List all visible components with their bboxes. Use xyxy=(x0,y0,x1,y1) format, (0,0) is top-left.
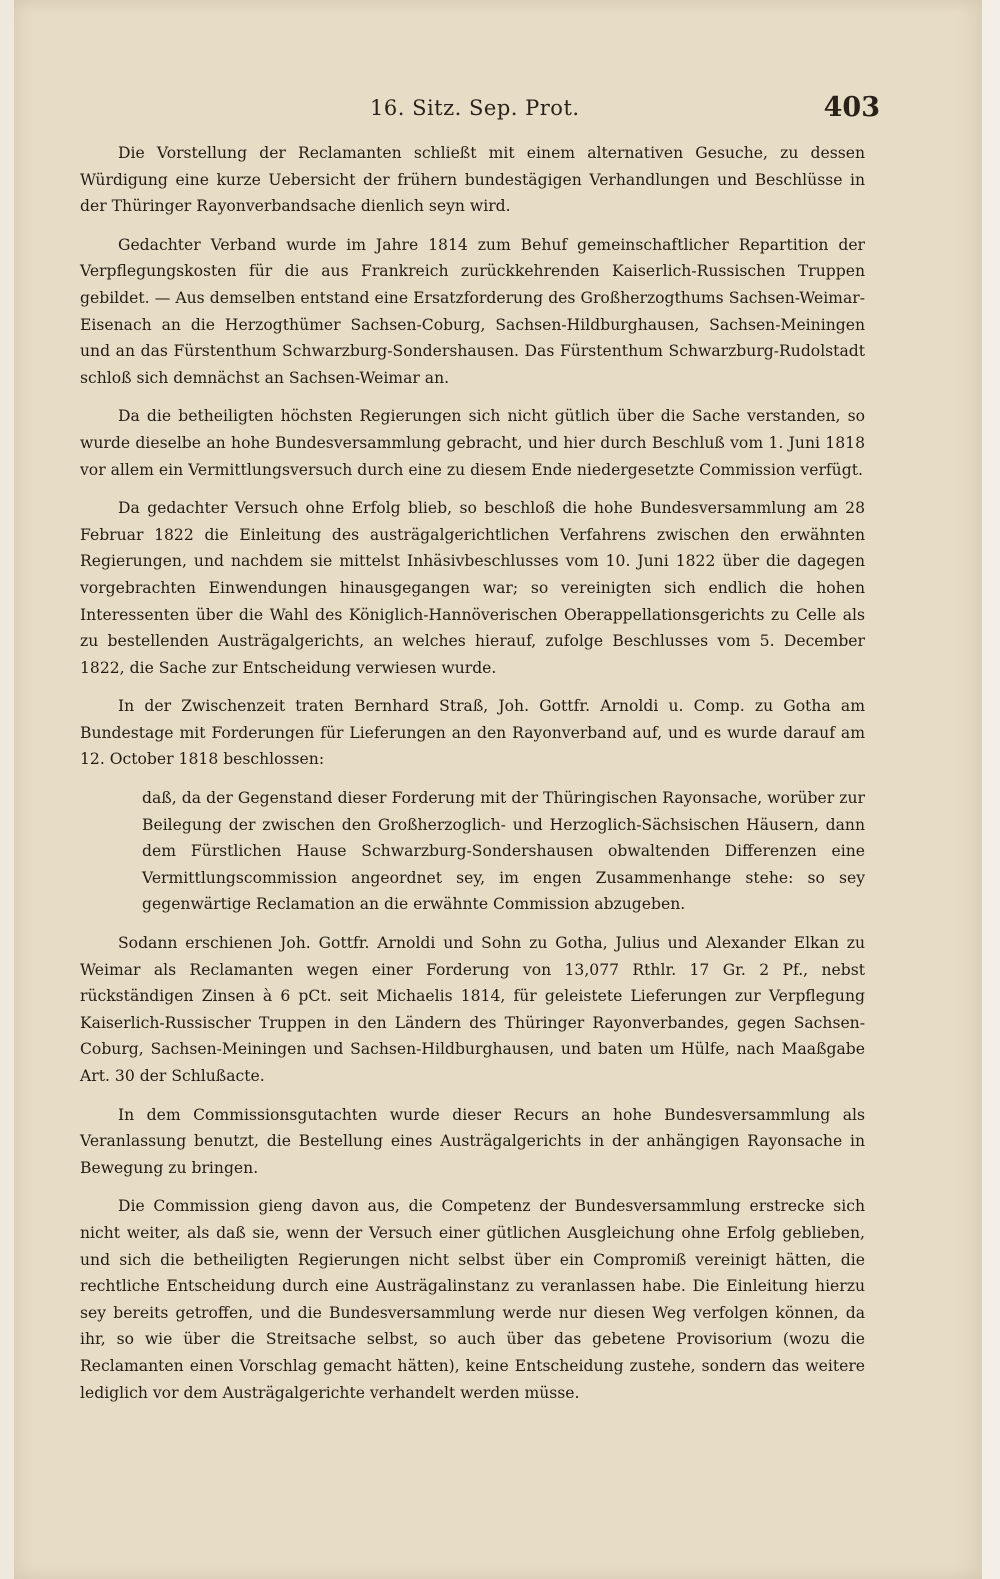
paragraph-4: Da gedachter Versuch ohne Erfolg blieb, so beschloß die hohe Bundesversammlung am 28 Februar 1822 die Einleitung des austrägalgerichtlichen Verfahrens zwischen den erwähnten Regierungen, und nachdem sie mittelst Inhäsivbeschlusses vom 10. Juni 1822 über die dagegen vorgebrachten Einwendungen hinausgegangen war; so vereinigten sich endlich die hohen Interessenten über die Wahl des Königlich-Hannöverischen Oberappellationsgerichts zu Celle als zu bestellenden Austrägalgerichts, an welches hierauf, zufolge Beschlusses vom 5. December 1822, die Sache zur Entscheidung verwiesen wurde. xyxy=(80,499,865,677)
paragraph-5: In der Zwischenzeit traten Bernhard Straß, Joh. Gottfr. Arnoldi u. Comp. zu Gotha am Bundestage mit Forderungen für Lieferungen an den Rayonverband auf, und es wurde darauf am 12. October 1818 beschlossen: xyxy=(80,697,865,769)
body-text xyxy=(80,140,865,1418)
paragraph-7: Sodann erschienen Joh. Gottfr. Arnoldi und Sohn zu Gotha, Julius und Alexander Elkan zu Weimar als Reclamanten wegen einer Forderung von 13,077 Rthlr. 17 Gr. 2 Pf., nebst rückständigen Zinsen à 6 pCt. seit Michaelis 1814, für geleistete Lieferungen zur Verpflegung Kaiserlich-Russischer Truppen in den Ländern des Thüringer Rayonverbandes, gegen Sachsen-Coburg, Sachsen-Meiningen und Sachsen-Hildburghausen, und baten um Hülfe, nach Maaßgabe Art. 30 der Schlußacte. xyxy=(80,934,865,1085)
paragraph-8: In dem Commissionsgutachten wurde dieser Recurs an hohe Bundesversammlung als Veranlassung benutzt, die Bestellung eines Austrägalgerichts in der anhängigen Rayonsache in Bewegung zu bringen. xyxy=(80,1105,865,1177)
paragraph-3: Da die betheiligten höchsten Regierungen sich nicht gütlich über die Sache verstanden, so wurde dieselbe an hohe Bundesversammlung gebracht, und hier durch Beschluß vom 1. Juni 1818 vor allem ein Vermittlungsversuch durch eine zu diesem Ende niedergesetzte Commission verfügt. xyxy=(80,407,865,479)
quoted-resolution: daß, da der Gegenstand dieser Forderung mit der Thüringischen Rayonsache, worüber zur Beilegung der zwischen den Großherzoglich- und Herzoglich-Sächsischen Häusern, dann dem Fürstlichen Hause Schwarzburg-Sondershausen obwaltenden Differenzen eine Vermittlungscommission angeordnet sey, im engen Zusammenhange stehe: so sey gegenwärtige Reclamation an die erwähnte Commission abzugeben. xyxy=(142,789,865,914)
paragraph-9: Die Commission gieng davon aus, die Competenz der Bundesversammlung erstrecke sich nicht weiter, als daß sie, wenn der Versuch einer gütlichen Ausgleichung ohne Erfolg geblieben, und sich die betheiligten Regierungen nicht selbst über ein Compromiß vereinigt hätten, die rechtliche Entscheidung durch eine Austrägalinstanz zu veranlassen habe. Die Einleitung hierzu sey bereits getroffen, und die Bundesversammlung werde nur diesen Weg verfolgen können, da ihr, so wie über die Streitsache selbst, so auch über das gebetene Provisorium (wozu die Reclamanten einen Vorschlag gemacht hätten), keine Entscheidung zustehe, sondern das weitere lediglich vor dem Austrägalgerichte verhandelt werden müsse. xyxy=(80,1197,865,1402)
paragraph-2: Gedachter Verband wurde im Jahre 1814 zum Behuf gemeinschaftlicher Repartition der Verpflegungskosten für die aus Frankreich zurückkehrenden Kaiserlich-Russischen Truppen gebildet. — Aus demselben entstand eine Ersatzforderung des Großherzogthums Sachsen-Weimar-Eisenach an die Herzogthümer Sachsen-Coburg, Sachsen-Hildburghausen, Sachsen-Meiningen und an das Fürstenthum Schwarzburg-Sondershausen. Das Fürstenthum Schwarzburg-Rudolstadt schloß sich demnächst an Sachsen-Weimar an. xyxy=(80,235,865,387)
page-header xyxy=(80,92,880,132)
page-margin-strip xyxy=(982,0,1000,1579)
running-head: 16. Sitz. Sep. Prot. xyxy=(370,96,580,120)
page-number: 403 xyxy=(823,92,880,123)
paragraph-1: Die Vorstellung der Reclamanten schließt mit einem alternativen Gesuche, zu dessen Würdigung eine kurze Uebersicht der frühern bundestägigen Verhandlungen und Beschlüsse in der Thüringer Rayonverbandsache dienlich seyn wird. xyxy=(80,144,865,216)
